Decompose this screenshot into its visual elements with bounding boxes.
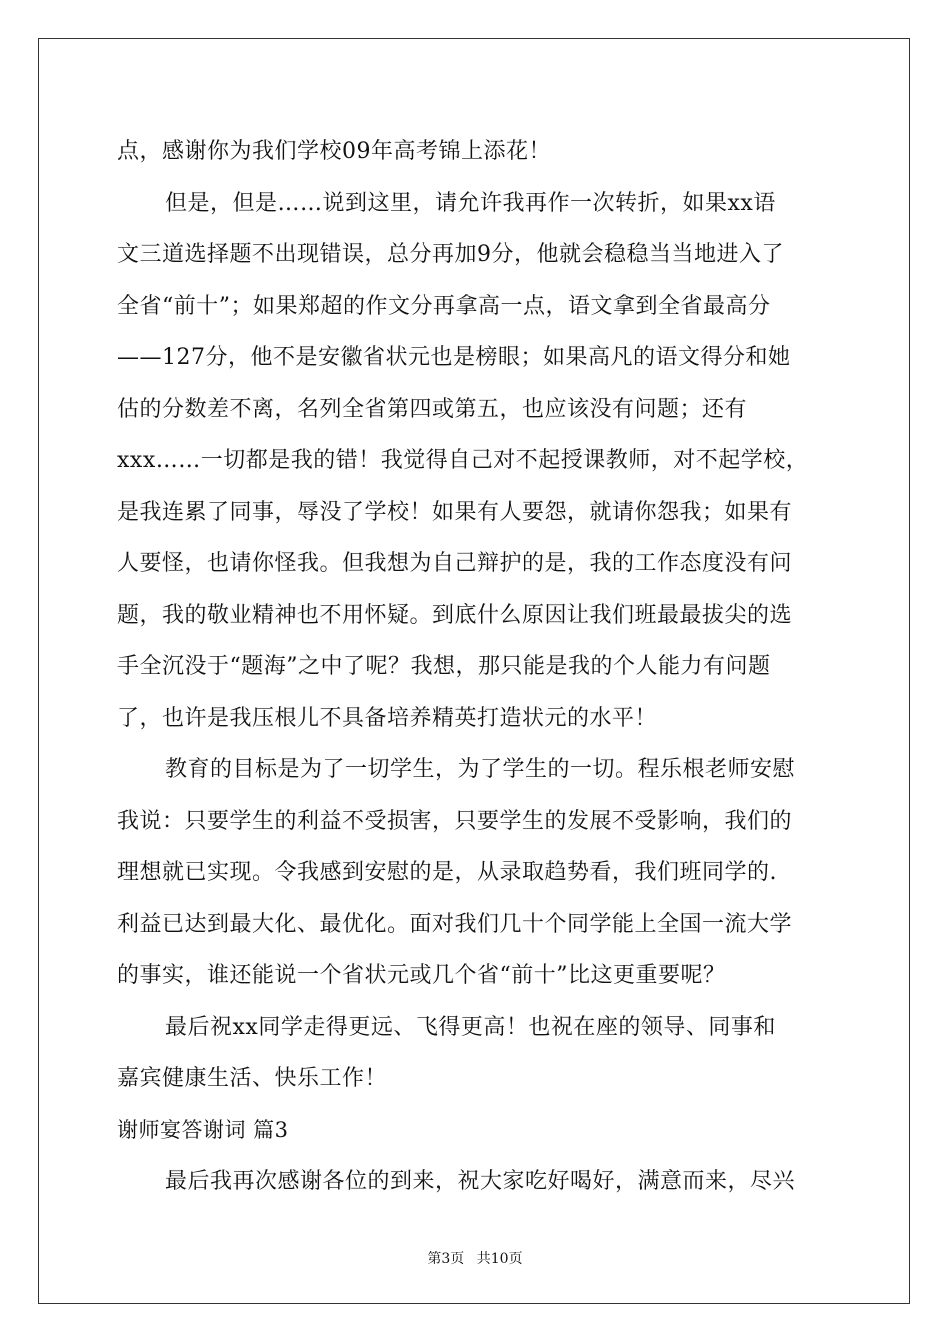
paragraph-line: 题，我的敬业精神也不用怀疑。到底什么原因让我们班最最拔尖的选 [117, 602, 793, 628]
paragraph-line: 文三道选择题不出现错误，总分再加9分，他就会稳稳当当地进入了 [117, 242, 784, 267]
paragraph-line: 了，也许是我压根儿不具备培养精英打造状元的水平！ [117, 705, 658, 731]
paragraph-line: 最后我再次感谢各位的到来，祝大家吃好喝好，满意而来，尽兴 [165, 1169, 796, 1194]
paragraph-line: 估的分数差不离，名列全省第四或第五，也应该没有问题；还有 [117, 396, 748, 422]
paragraph-line: 利益已达到最大化、最优化。面对我们几十个同学能上全国一流大学 [117, 911, 793, 937]
paragraph-line: 点，感谢你为我们学校09年高考锦上添花！ [117, 139, 551, 164]
paragraph-line: ——127分，他不是安徽省状元也是榜眼；如果高凡的语文得分和她 [117, 345, 791, 370]
total-pages-label: 共10页 [476, 1251, 523, 1267]
paragraph-line: 我说：只要学生的利益不受损害，只要学生的发展不受影响，我们的 [117, 808, 793, 834]
paragraph-line: 教育的目标是为了一切学生，为了学生的一切。程乐根老师安慰 [165, 757, 796, 782]
section-heading: 谢师宴答谢词 篇3 [117, 1117, 289, 1142]
paragraph-line: 全省“前十”；如果郑超的作文分再拿高一点，语文拿到全省最高分 [117, 293, 771, 319]
paragraph-line: 的事实，谁还能说一个省状元或几个省“前十”比这更重要呢？ [117, 963, 726, 988]
paragraph-line: 是我连累了同事，辱没了学校！如果有人要怨，就请你怨我；如果有 [117, 499, 793, 525]
paragraph-line: 最后祝xx同学走得更远、飞得更高！也祝在座的领导、同事和 [165, 1014, 776, 1040]
paragraph-line: xxx……一切都是我的错！我觉得自己对不起授课教师，对不起学校， [117, 448, 809, 473]
paragraph-line: 理想就已实现。令我感到安慰的是，从录取趋势看，我们班同学的. [117, 860, 777, 885]
paragraph-line: 手全沉没于“题海”之中了呢？我想，那只能是我的个人能力有问题 [117, 654, 771, 679]
paragraph-line: 人要怪，也请你怪我。但我想为自己辩护的是，我的工作态度没有问 [117, 551, 793, 576]
current-page-label: 第3页 [427, 1251, 465, 1267]
document-body [117, 126, 837, 1208]
paragraph-line: 嘉宾健康生活、快乐工作！ [117, 1066, 388, 1091]
paragraph-line: 但是，但是……说到这里，请允许我再作一次转折，如果xx语 [165, 190, 776, 216]
page-footer [0, 1248, 950, 1268]
